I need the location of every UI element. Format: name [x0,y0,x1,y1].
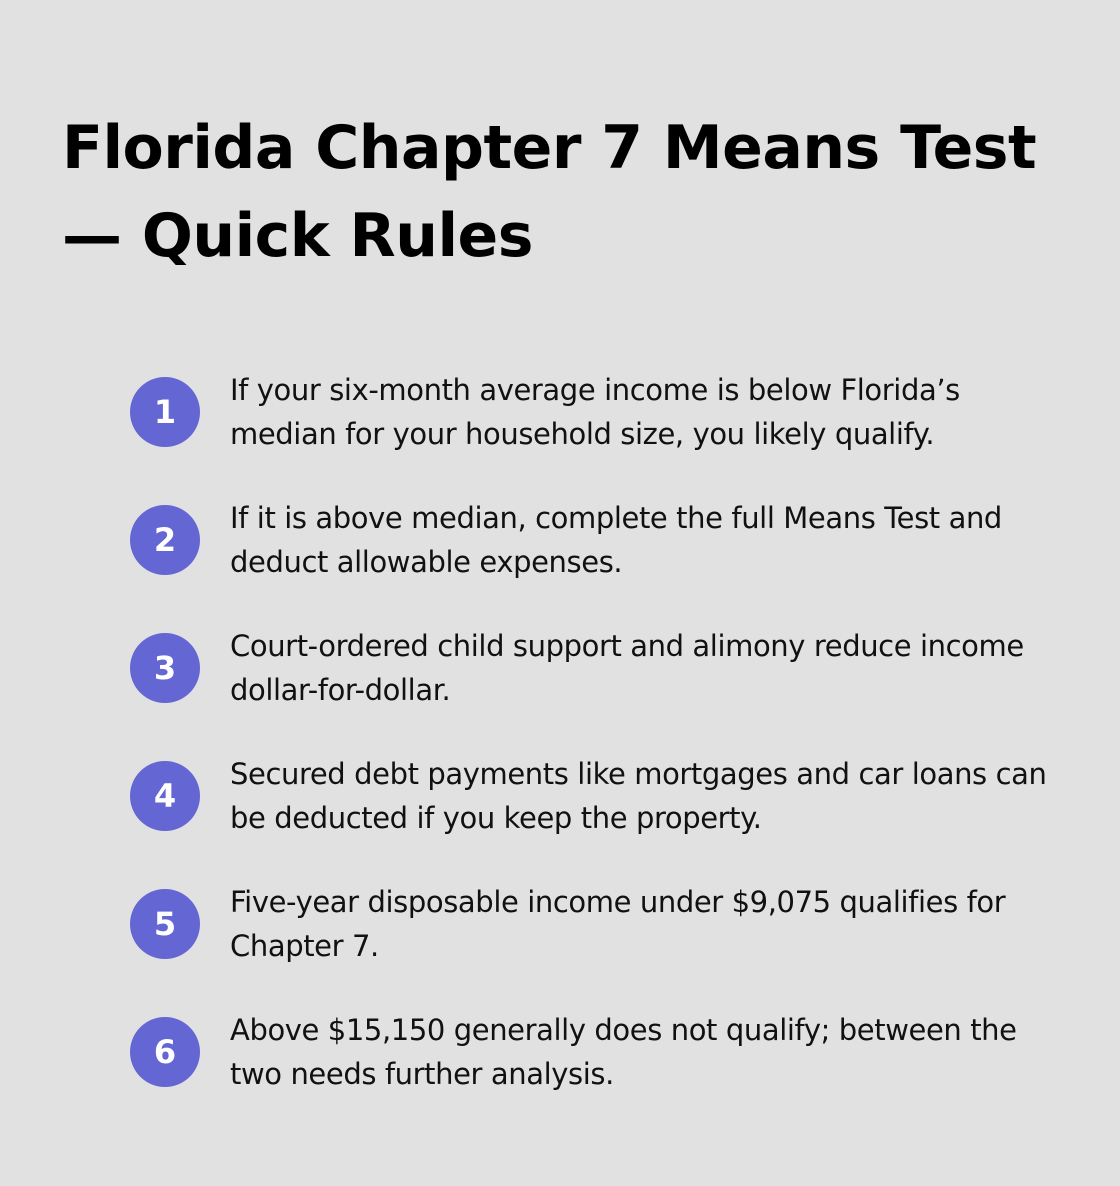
number-badge: 2 [130,505,200,575]
list-item [130,1006,1080,1134]
list-item [130,878,1080,1006]
list-item [130,622,1080,750]
rule-text: Above $15,150 generally does not qualify; between the two needs further analysis. [230,1013,1017,1091]
rule-text: Court-ordered child support and alimony reduce income dollar-for-dollar. [230,629,1024,707]
number-badge: 5 [130,889,200,959]
number-badge: 3 [130,633,200,703]
rule-text: If your six-month average income is below Florida’s median for your household size, you likely qualify. [230,373,960,451]
number-badge: 6 [130,1017,200,1087]
number-badge: 4 [130,761,200,831]
rules-list [130,366,1080,1134]
rule-text: Secured debt payments like mortgages and car loans can be deducted if you keep the property. [230,757,1047,835]
page-title: Florida Chapter 7 Means Test — Quick Rules [62,113,1037,271]
number-badge: 1 [130,377,200,447]
list-item [130,750,1080,878]
list-item [130,494,1080,622]
rule-text: Five-year disposable income under $9,075 qualifies for Chapter 7. [230,885,1006,963]
rule-text: If it is above median, complete the full Means Test and deduct allowable expenses. [230,501,1002,579]
list-item [130,366,1080,494]
